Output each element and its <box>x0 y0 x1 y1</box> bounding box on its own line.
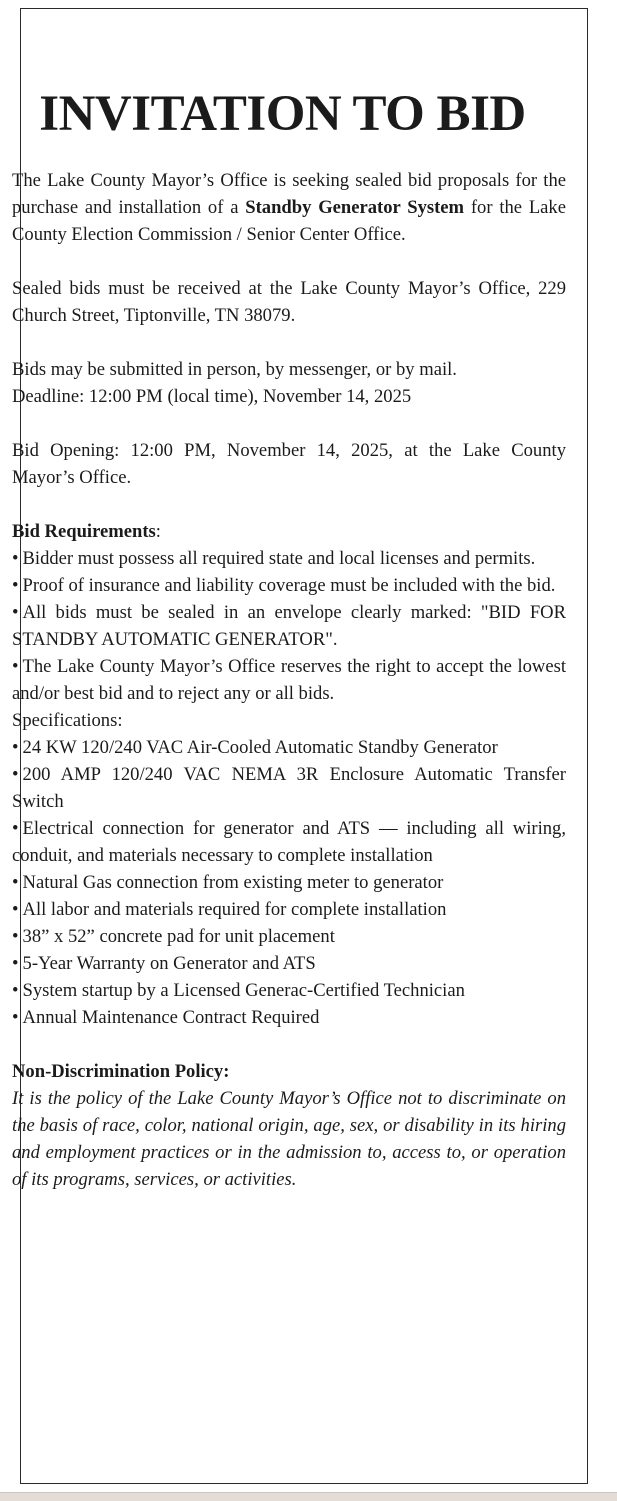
list-item <box>0 734 566 761</box>
intro-paragraph <box>0 167 566 248</box>
policy-text: It is the policy of the Lake County Mayor’s Office not to discriminate on the basis of race, color, national origin, age, sex, or disability in its hiring and employment practices or in the admission to, access to, or operation of its programs, services, or activities. <box>12 1088 566 1190</box>
list-item <box>0 653 566 707</box>
submission-paragraph: Sealed bids must be received at the Lake County Mayor’s Office, 229 Church Street, Tiptonville, TN 38079. <box>12 278 566 326</box>
requirement-text: Proof of insurance and liability coverage must be included with the bid. <box>22 575 556 596</box>
list-item <box>0 869 566 896</box>
bullet-icon: • <box>12 548 19 569</box>
list-item <box>0 545 566 572</box>
bullet-icon: • <box>12 872 19 893</box>
spec-text: Natural Gas connection from existing meter to generator <box>22 872 444 893</box>
requirements-heading-text: Bid Requirements <box>12 521 156 542</box>
intro-text-end: for the Lake County Election Commission / Senior Center Office. <box>12 197 566 245</box>
bullet-icon: • <box>12 818 19 839</box>
spec-text: 5-Year Warranty on Generator and ATS <box>22 953 316 974</box>
ad-body <box>0 167 566 1193</box>
list-item <box>0 923 566 950</box>
spec-text: 200 AMP 120/240 VAC NEMA 3R Enclosure Automatic Transfer Switch <box>12 764 566 812</box>
requirement-text: All bids must be sealed in an envelope clearly marked: "BID FOR STANDBY AUTOMATIC GENERATOR". <box>12 602 566 650</box>
page-title: INVITATION TO BID <box>39 86 526 142</box>
list-item <box>0 1004 566 1031</box>
spec-text: 38” x 52” concrete pad for unit placement <box>22 926 335 947</box>
spec-text: System startup by a Licensed Generac-Certified Technician <box>22 980 465 1001</box>
spec-text: Annual Maintenance Contract Required <box>22 1007 320 1028</box>
requirement-text: Bidder must possess all required state and local licenses and permits. <box>22 548 536 569</box>
bullet-icon: • <box>12 575 19 596</box>
policy-heading-text: Non-Discrimination Policy: <box>12 1061 230 1082</box>
intro-text-bold: Standby Generator System <box>245 197 465 218</box>
intro-text-start: The Lake County Mayor’s Office is seeking sealed bid proposals for the purchase and installation of a <box>12 170 566 218</box>
requirement-text: The Lake County Mayor’s Office reserves the right to accept the lowest and/or best bid and to reject any or all bids. <box>12 656 566 704</box>
list-item <box>0 599 566 653</box>
bullet-icon: • <box>12 980 19 1001</box>
requirements-heading-colon: : <box>155 521 161 542</box>
spec-text: 24 KW 120/240 VAC Air-Cooled Automatic Standby Generator <box>22 737 498 758</box>
bullet-icon: • <box>12 926 19 947</box>
list-item <box>0 761 566 815</box>
spec-text: Electrical connection for generator and ATS — including all wiring, conduit, and materials necessary to complete installation <box>12 818 566 866</box>
bullet-icon: • <box>12 602 19 623</box>
list-item <box>0 896 566 923</box>
bullet-icon: • <box>12 737 19 758</box>
bullet-icon: • <box>12 764 19 785</box>
list-item <box>0 977 566 1004</box>
methods-line: Bids may be submitted in person, by messenger, or by mail. <box>12 359 457 380</box>
opening-paragraph: Bid Opening: 12:00 PM, November 14, 2025, at the Lake County Mayor’s Office. <box>12 440 566 488</box>
bullet-icon: • <box>12 899 19 920</box>
list-item <box>0 572 566 599</box>
bullet-icon: • <box>12 656 19 677</box>
bullet-icon: • <box>12 1007 19 1028</box>
policy-heading <box>0 1058 566 1085</box>
list-item <box>0 950 566 977</box>
list-item <box>0 815 566 869</box>
bullet-icon: • <box>12 953 19 974</box>
deadline-line: Deadline: 12:00 PM (local time), November 14, 2025 <box>12 386 412 407</box>
requirements-heading <box>0 518 566 545</box>
specifications-heading: Specifications: <box>12 710 123 731</box>
spec-text: All labor and materials required for complete installation <box>22 899 447 920</box>
